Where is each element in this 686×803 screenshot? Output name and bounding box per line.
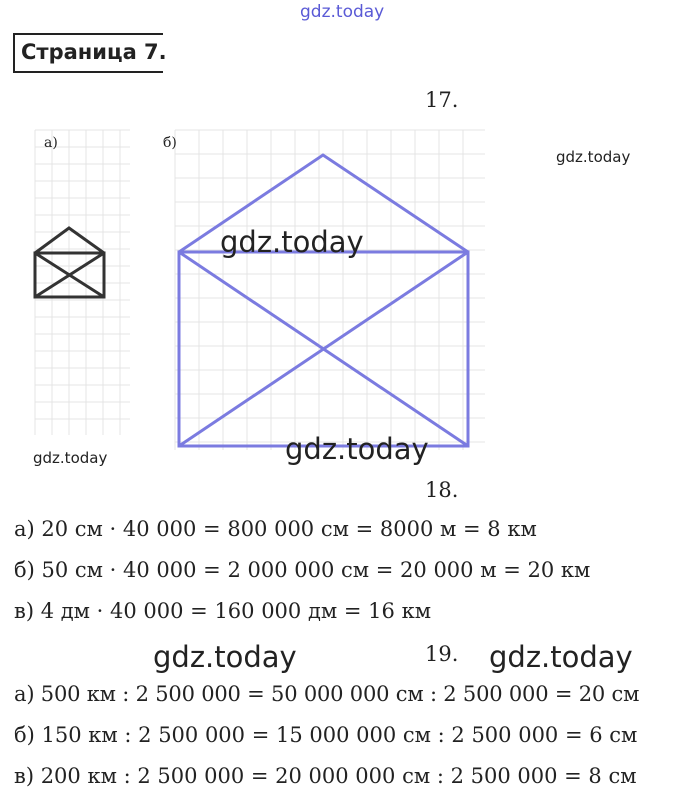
task-17-label-b: б) (163, 135, 177, 151)
watermark-left-small: gdz.today (33, 449, 108, 467)
task-19-line-b: б) 150 км : 2 500 000 = 15 000 000 см : 2 500 000 = 6 см (14, 723, 638, 747)
watermark-mid-left: gdz.today (153, 640, 297, 674)
watermark-side: gdz.today (556, 148, 631, 166)
watermark-figure-bottom: gdz.today (285, 432, 429, 466)
task-19-number: 19. (425, 642, 459, 666)
envelope-large (179, 155, 468, 446)
grid-b (175, 130, 485, 450)
watermark-mid-right: gdz.today (489, 640, 633, 674)
watermark-header: gdz.today (300, 2, 385, 22)
task-17-number: 17. (425, 88, 459, 112)
task-19-line-a: а) 500 км : 2 500 000 = 50 000 000 см : 2 500 000 = 20 см (14, 682, 640, 706)
task-17-label-a: а) (44, 135, 58, 151)
task-18-line-b: б) 50 см · 40 000 = 2 000 000 см = 20 000 м = 20 км (14, 558, 591, 582)
task-18-number: 18. (425, 478, 459, 502)
page-title: Страница 7. (13, 33, 163, 73)
task-18-line-a: а) 20 см · 40 000 = 800 000 см = 8000 м = 8 км (14, 517, 537, 541)
task-19-line-c: в) 200 км : 2 500 000 = 20 000 000 см : 2 500 000 = 8 см (14, 764, 637, 788)
task-18-line-c: в) 4 дм · 40 000 = 160 000 дм = 16 км (14, 599, 432, 623)
watermark-figure-top: gdz.today (220, 225, 364, 259)
